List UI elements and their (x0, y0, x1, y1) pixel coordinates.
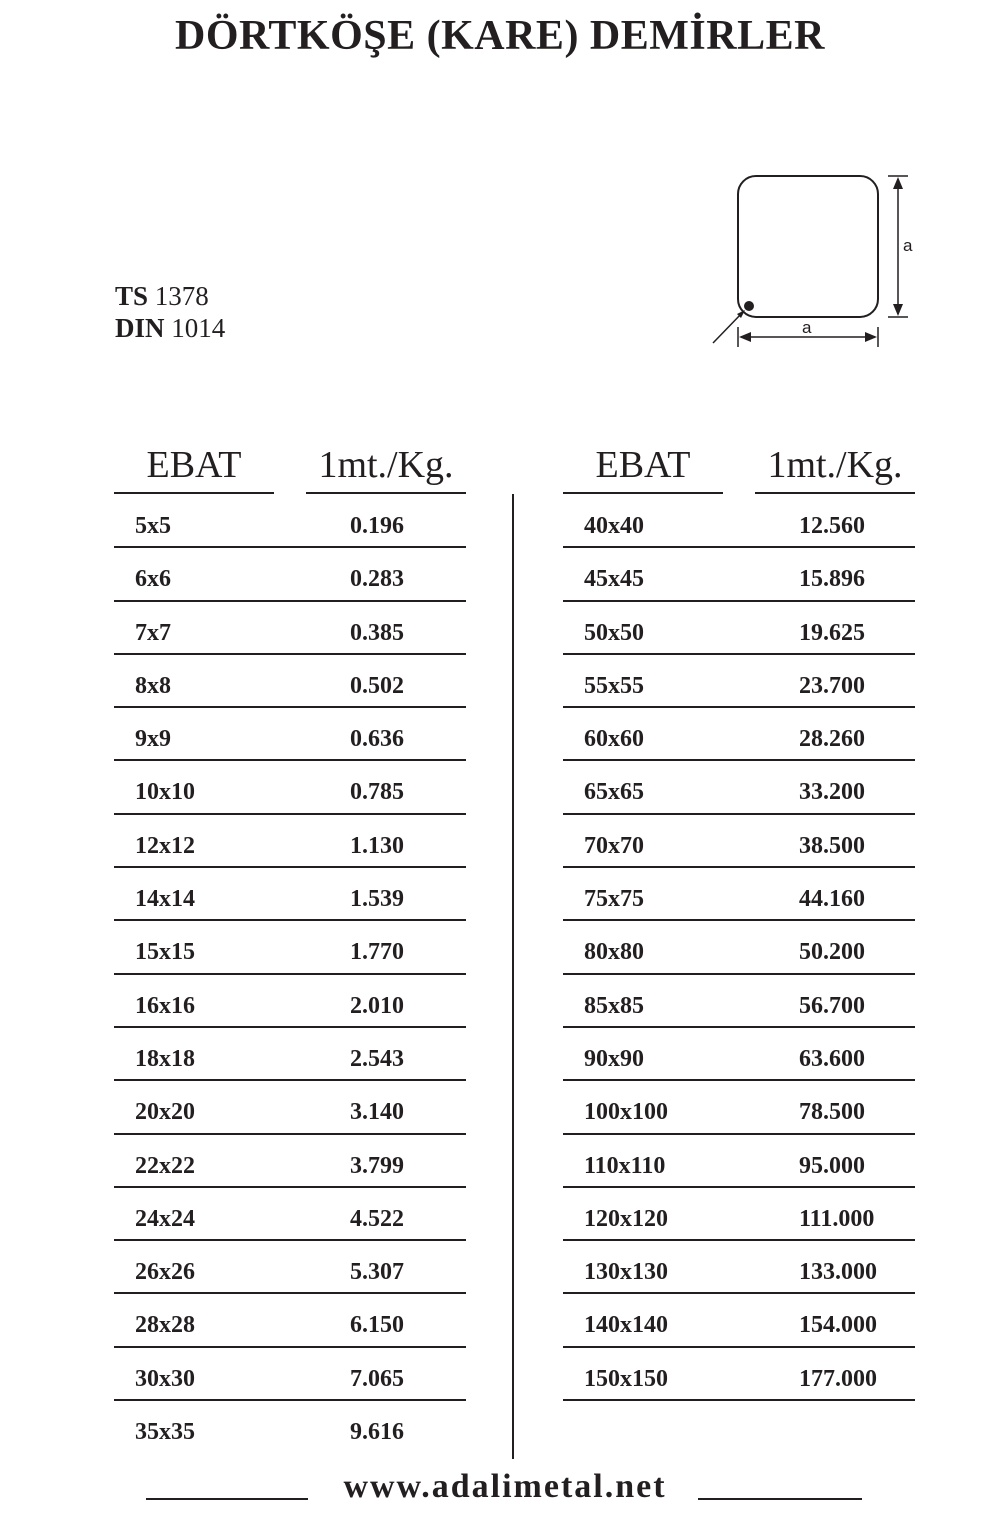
size-cell: 65x65 (584, 779, 644, 806)
table-row (114, 548, 466, 601)
weight-cell: 0.785 (350, 779, 404, 806)
size-cell: 140x140 (584, 1312, 668, 1339)
table-row (563, 1241, 915, 1294)
size-cell: 14x14 (135, 886, 195, 913)
table-row (114, 761, 466, 814)
footer-rule-right (698, 1498, 862, 1500)
table-row (114, 921, 466, 974)
table-row (563, 1348, 915, 1401)
weight-cell: 23.700 (799, 672, 865, 699)
size-cell: 60x60 (584, 726, 644, 753)
table-row (114, 655, 466, 708)
table-row (114, 495, 466, 548)
weight-cell: 12.560 (799, 513, 865, 539)
ebat-header: EBAT (563, 440, 723, 494)
table-row (114, 1241, 466, 1294)
table-header (563, 440, 915, 495)
weight-cell: 1.770 (350, 939, 404, 966)
table-row (114, 1294, 466, 1347)
table-row (563, 1188, 915, 1241)
weight-cell: 177.000 (799, 1365, 877, 1392)
weight-cell: 133.000 (799, 1259, 877, 1286)
weight-cell: 9.616 (350, 1419, 404, 1446)
table-header (114, 440, 466, 495)
table-row (563, 548, 915, 601)
weight-cell: 44.160 (799, 886, 865, 913)
table-row (114, 975, 466, 1028)
table-row (114, 1135, 466, 1188)
page-title: DÖRTKÖŞE (KARE) DEMİRLER (175, 13, 825, 59)
weight-cell: 28.260 (799, 726, 865, 753)
standards-block (115, 280, 225, 344)
weight-cell: 0.502 (350, 672, 404, 699)
weight-cell: 5.307 (350, 1259, 404, 1286)
size-cell: 18x18 (135, 1045, 195, 1072)
weight-cell: 2.010 (350, 992, 404, 1019)
size-cell: 85x85 (584, 992, 644, 1019)
weight-cell: 0.385 (350, 619, 404, 646)
weight-cell: 19.625 (799, 619, 865, 646)
vertical-side-label: a (903, 236, 913, 255)
table-row (114, 1348, 466, 1401)
table-row (563, 815, 915, 868)
size-cell: 22x22 (135, 1152, 195, 1179)
size-cell: 35x35 (135, 1419, 195, 1446)
weight-cell: 63.600 (799, 1045, 865, 1072)
size-cell: 15x15 (135, 939, 195, 966)
standard-din: DIN 1014 (115, 313, 226, 343)
horizontal-side-label: a (802, 318, 812, 337)
table-row (114, 1401, 466, 1454)
column-divider (512, 494, 514, 1459)
square-profile-diagram (705, 165, 935, 355)
table-row (563, 1294, 915, 1347)
weight-cell: 3.140 (350, 1099, 404, 1126)
size-cell: 75x75 (584, 886, 644, 913)
table-row (563, 921, 915, 974)
size-cell: 26x26 (135, 1259, 195, 1286)
weight-cell: 78.500 (799, 1099, 865, 1126)
weight-table-left (114, 440, 466, 1454)
weight-cell: 38.500 (799, 832, 865, 859)
size-cell: 5x5 (135, 513, 171, 539)
table-row (114, 1188, 466, 1241)
size-cell: 55x55 (584, 672, 644, 699)
weight-cell: 6.150 (350, 1312, 404, 1339)
size-cell: 30x30 (135, 1365, 195, 1392)
size-cell: 45x45 (584, 566, 644, 593)
table-row (563, 868, 915, 921)
size-cell: 100x100 (584, 1099, 668, 1126)
size-cell: 110x110 (584, 1152, 666, 1179)
website-link[interactable]: www.adalimetal.net (343, 1468, 667, 1505)
table-row (563, 495, 915, 548)
footer-rule-left (146, 1498, 308, 1500)
weight-cell: 33.200 (799, 779, 865, 806)
size-cell: 28x28 (135, 1312, 195, 1339)
table-row (114, 1081, 466, 1134)
size-cell: 10x10 (135, 779, 195, 806)
table-row (563, 1081, 915, 1134)
table-row (563, 761, 915, 814)
table-row (114, 602, 466, 655)
table-row (114, 815, 466, 868)
table-row (114, 1028, 466, 1081)
weight-cell: 0.196 (350, 513, 404, 539)
size-cell: 9x9 (135, 726, 171, 753)
size-cell: 50x50 (584, 619, 644, 646)
table-row (563, 1135, 915, 1188)
table-row (563, 708, 915, 761)
size-cell: 90x90 (584, 1045, 644, 1072)
weight-cell: 154.000 (799, 1312, 877, 1339)
table-row (114, 868, 466, 921)
weight-cell: 50.200 (799, 939, 865, 966)
size-cell: 16x16 (135, 992, 195, 1019)
size-cell: 130x130 (584, 1259, 668, 1286)
weight-cell: 0.636 (350, 726, 404, 753)
weight-table-right (563, 440, 915, 1401)
table-row (114, 708, 466, 761)
weight-cell: 15.896 (799, 566, 865, 593)
weight-cell: 1.539 (350, 886, 404, 913)
size-cell: 6x6 (135, 566, 171, 593)
weight-cell: 4.522 (350, 1205, 404, 1232)
weight-cell: 95.000 (799, 1152, 865, 1179)
table-row (563, 655, 915, 708)
size-cell: 7x7 (135, 619, 171, 646)
weight-cell: 2.543 (350, 1045, 404, 1072)
size-cell: 150x150 (584, 1365, 668, 1392)
weight-header: 1mt./Kg. (755, 440, 915, 494)
footer (0, 1468, 1000, 1508)
weight-cell: 0.283 (350, 566, 404, 593)
weight-cell: 7.065 (350, 1365, 404, 1392)
weight-cell: 3.799 (350, 1152, 404, 1179)
table-row (563, 975, 915, 1028)
weight-cell: 1.130 (350, 832, 404, 859)
size-cell: 20x20 (135, 1099, 195, 1126)
weight-cell: 111.000 (799, 1205, 875, 1232)
ebat-header: EBAT (114, 440, 274, 494)
table-row (563, 1028, 915, 1081)
size-cell: 24x24 (135, 1205, 195, 1232)
weight-cell: 56.700 (799, 992, 865, 1019)
weight-header: 1mt./Kg. (306, 440, 466, 494)
size-cell: 70x70 (584, 832, 644, 859)
table-row (563, 602, 915, 655)
standard-ts: TS 1378 (115, 281, 209, 311)
size-cell: 120x120 (584, 1205, 668, 1232)
size-cell: 80x80 (584, 939, 644, 966)
size-cell: 8x8 (135, 672, 171, 699)
size-cell: 40x40 (584, 513, 644, 539)
size-cell: 12x12 (135, 832, 195, 859)
